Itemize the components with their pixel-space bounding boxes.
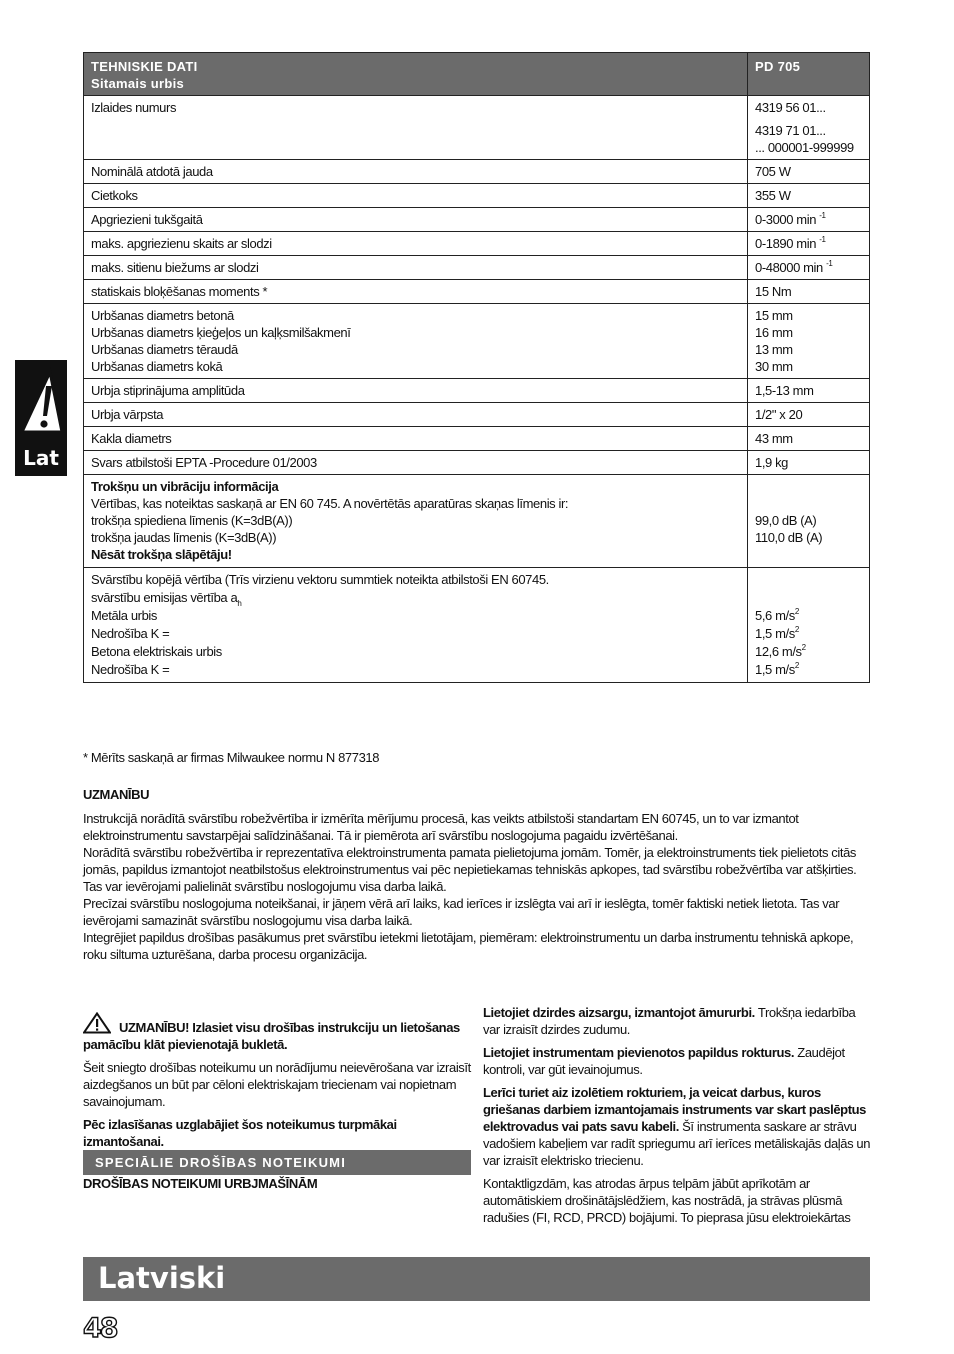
exponent: -1 [819,235,826,244]
footnote: * Mērīts saskaņā ar firmas Milwaukee normu N 877318 [83,750,380,765]
section-header: SPECIĀLIE DROŠĪBAS NOTEIKUMI [83,1150,471,1175]
row-value: 43 mm [748,427,870,451]
value-text: 1,5 m/s [755,662,795,677]
table-title: TEHNISKIE DATI [91,59,198,74]
attention-paragraph: Norādītā svārstību robežvērtība ir reprezentatīva elektroinstrumenta pamata pielietojuma jomām. Tomēr, ja elektroinstruments tiek pielietots citās jomās, papildus izmantojot neatbilstošus elektroinstrumentus vai pēc nepietiekamas tehniskās apkopes, tad svārstību robežvērtība var atšķirties. Tas var ievērojami palielināt svārstību noslogojumu visa darba laikā. [83,845,857,894]
table-subtitle: Sitamais urbis [91,76,185,91]
table-model: PD 705 [748,53,870,96]
row-label: Nominālā atdotā jauda [84,160,748,184]
safety-warning [83,1012,471,1053]
row-label [84,568,748,683]
drill-diameter-label: Urbšanas diametrs ķieģeļos un kaļķsmilšakmenī [91,325,351,340]
table-row [84,427,870,451]
row-label: Urbja stiprinājuma amplitūda [84,379,748,403]
value-text: 0-3000 min [755,212,817,227]
uncertainty-label: Nedrošība K = [91,626,170,641]
subsection-title: DROŠĪBAS NOTEIKUMI URBJMAŠĪNĀM [83,1176,318,1191]
uncertainty-value [755,625,862,643]
attention-paragraph: Integrējiet papildus drošības pasākumus pret svārstību ietekmi lietotājam, piemēram: elektroinstrumentu un darba instrumentu tehniskā apkope, roku siltuma uzturēšana, darba procesu organizācija. [83,930,854,962]
row-value: 1/2" x 20 [748,403,870,427]
exponent: 2 [794,661,799,670]
safety-left-column [83,1012,471,1192]
value-text: 12,6 m/s [755,644,802,659]
table-row [84,96,870,160]
noise-warning: Nēsāt trokšņa slāpētāju! [91,547,232,562]
noise-power-value: 110,0 dB (A) [755,530,823,545]
value-text: 0-48000 min [755,260,823,275]
row-label: maks. apgriezienu skaits ar slodzi [84,232,748,256]
row-label [84,304,748,379]
exponent: -1 [826,259,833,268]
language-band [83,1257,870,1301]
row-label: maks. sitienu biežums ar slodzi [84,256,748,280]
drill-diameter-value: 15 mm [755,308,793,323]
table-row [84,256,870,280]
row-value [748,208,870,232]
safety-rule [483,1044,871,1078]
safety-rule: Kontaktligzdām, kas atrodas ārpus telpām jābūt aprīkotām ar automātiskiem drošinātājslēdžiem, kas nostrādā, ja strāvas plūsmā radušies (FI, RCD, PRCD) bojājumi. To pieprasa jūsu elektroiekārtas [483,1176,851,1225]
vibration-emission-label [91,589,740,607]
technical-data-table [83,52,870,683]
row-label: Apgriezieni tukšgaitā [84,208,748,232]
serial-range: ... 000001-999999 [755,140,854,155]
table-row-noise [84,475,870,568]
concrete-drill-label: Betona elektriskais urbis [91,644,222,659]
row-label: Izlaides numurs [84,96,748,160]
safety-rule [483,1004,871,1038]
row-label: statiskais bloķēšanas moments * [84,280,748,304]
safety-warning-text: UZMANĪBU! Izlasiet visu drošības instrukciju un lietošanas pamācību klāt pievienotajā bukletā. [83,1020,460,1052]
rule-bold: Lietojiet dzirdes aizsargu, izmantojot āmururbi. [483,1005,755,1020]
safety-paragraph: Šeit sniegto drošības noteikumu un norādījumu neievērošana var izraisīt aizdegšanos un būt par cēloni elektriskajam triecienam vai nopietnam savainojumam. [83,1060,471,1109]
language-tab [15,360,67,476]
row-label: Cietkoks [84,184,748,208]
table-header-title-cell [84,53,748,96]
uncertainty-label: Nedrošība K = [91,662,170,677]
drill-diameter-value: 30 mm [755,359,793,374]
language-tab-label: Lat [23,446,59,470]
safety-right-column [483,1004,871,1226]
release-number-2: 4319 71 01... [755,123,826,138]
table-row [84,280,870,304]
metal-drill-label: Metāla urbis [91,608,158,623]
table-header-row [84,53,870,96]
rule-text: Šī instrumenta saskare ar strāvu vadošiem kabeļiem var radīt spriegumu arī ierīces metāliskajās daļās un var izraisīt elektrisko triecienu. [483,1119,871,1168]
warning-triangle-icon [83,1012,111,1034]
drill-diameter-value: 13 mm [755,342,793,357]
concrete-drill-value [755,643,862,661]
table-row [84,184,870,208]
attention-heading: UZMANĪBU [83,787,150,802]
table-row-vibration [84,568,870,683]
table-row [84,379,870,403]
row-value [748,304,870,379]
noise-intro: Vērtības, kas noteiktas saskaņā ar EN 60 745. A novērtētās aparatūras skaņas līmenis ir: [91,496,569,511]
rule-bold: Lerīci turiet aiz izolētiem rokturiem, ja veicat darbus, kuros griešanas darbiem izmantojamais instruments var skart paslēptus elektrovadus vai pats savu kabeli. [483,1085,867,1134]
row-value [748,256,870,280]
vibration-subscript: h [237,599,242,608]
uncertainty-value [755,661,862,679]
row-value: 15 Nm [748,280,870,304]
vibration-emission-text: svārstību emisijas vērtība a [91,590,238,605]
warning-icon [17,362,65,444]
row-label [84,475,748,568]
value-text: 1,5 m/s [755,626,795,641]
row-value: 1,9 kg [748,451,870,475]
attention-paragraph: Precīzai svārstību noslogojuma noteikšanai, ir jāņem vērā arī laiks, kad ierīces ir izslēgta vai arī ir ieslēgta, tomēr faktiski netiek lietota. Tas var ievērojami samazināt svārstību noslogojumu visa darba laikā. [83,896,840,928]
noise-pressure-label: trokšņa spiediena līmenis (K=3dB(A)) [91,513,293,528]
table-row [84,160,870,184]
noise-pressure-value: 99,0 dB (A) [755,513,817,528]
drill-diameter-value: 16 mm [755,325,793,340]
row-value [748,475,870,568]
rule-bold: Lietojiet instrumentam pievienotos papildus rokturus. [483,1045,795,1060]
row-value [748,96,870,160]
row-label: Svars atbilstoši EPTA -Procedure 01/2003 [84,451,748,475]
language-title: Latviski [98,1261,226,1295]
table-row [84,451,870,475]
safety-keep-note: Pēc izlasīšanas uzglabājiet šos noteikumus turpmākai izmantošanai. [83,1117,397,1149]
table-row [84,304,870,379]
rule-text: Trokšņa iedarbība var izraisīt dzirdes zudumu. [483,1005,856,1037]
drill-diameter-label: Urbšanas diametrs kokā [91,359,223,374]
value-text: 0-1890 min [755,236,817,251]
metal-drill-value [755,607,862,625]
row-value: 1,5-13 mm [748,379,870,403]
row-label: Urbja vārpsta [84,403,748,427]
table-row [84,403,870,427]
rule-text: Zaudējot kontroli, var gūt ievainojumus. [483,1045,845,1077]
value-text: 5,6 m/s [755,608,795,623]
noise-title: Trokšņu un vibrāciju informācija [91,479,279,494]
row-label: Kakla diametrs [84,427,748,451]
exponent: -1 [819,211,826,220]
drill-diameter-label: Urbšanas diametrs betonā [91,308,234,323]
exponent: 2 [794,607,799,616]
page-number: 48 [83,1313,117,1344]
row-value: 355 W [748,184,870,208]
release-number-1: 4319 56 01... [755,100,826,115]
table-row [84,232,870,256]
row-value [748,568,870,683]
attention-paragraph: Instrukcijā norādītā svārstību robežvērtība ir izmērīta mērījumu procesā, kas veikts atbilstoši standartam EN 60745, un to var izmantot elektroinstrumentu savstarpējai salīdzināšanai. Tā ir piemērota arī svārstību noslogojuma pagaidu izvērtēšanai. [83,811,799,843]
row-value [748,232,870,256]
attention-section [83,786,873,963]
exponent: 2 [801,643,806,652]
table-row [84,208,870,232]
drill-diameter-label: Urbšanas diametrs tēraudā [91,342,238,357]
vibration-total-label: Svārstību kopējā vērtība (Trīs virzienu vektoru summtiek noteikta atbilstoši EN 60745. [91,572,549,587]
row-value: 705 W [748,160,870,184]
exponent: 2 [794,625,799,634]
safety-rule [483,1084,871,1169]
noise-power-label: trokšņa jaudas līmenis (K=3dB(A)) [91,530,277,545]
